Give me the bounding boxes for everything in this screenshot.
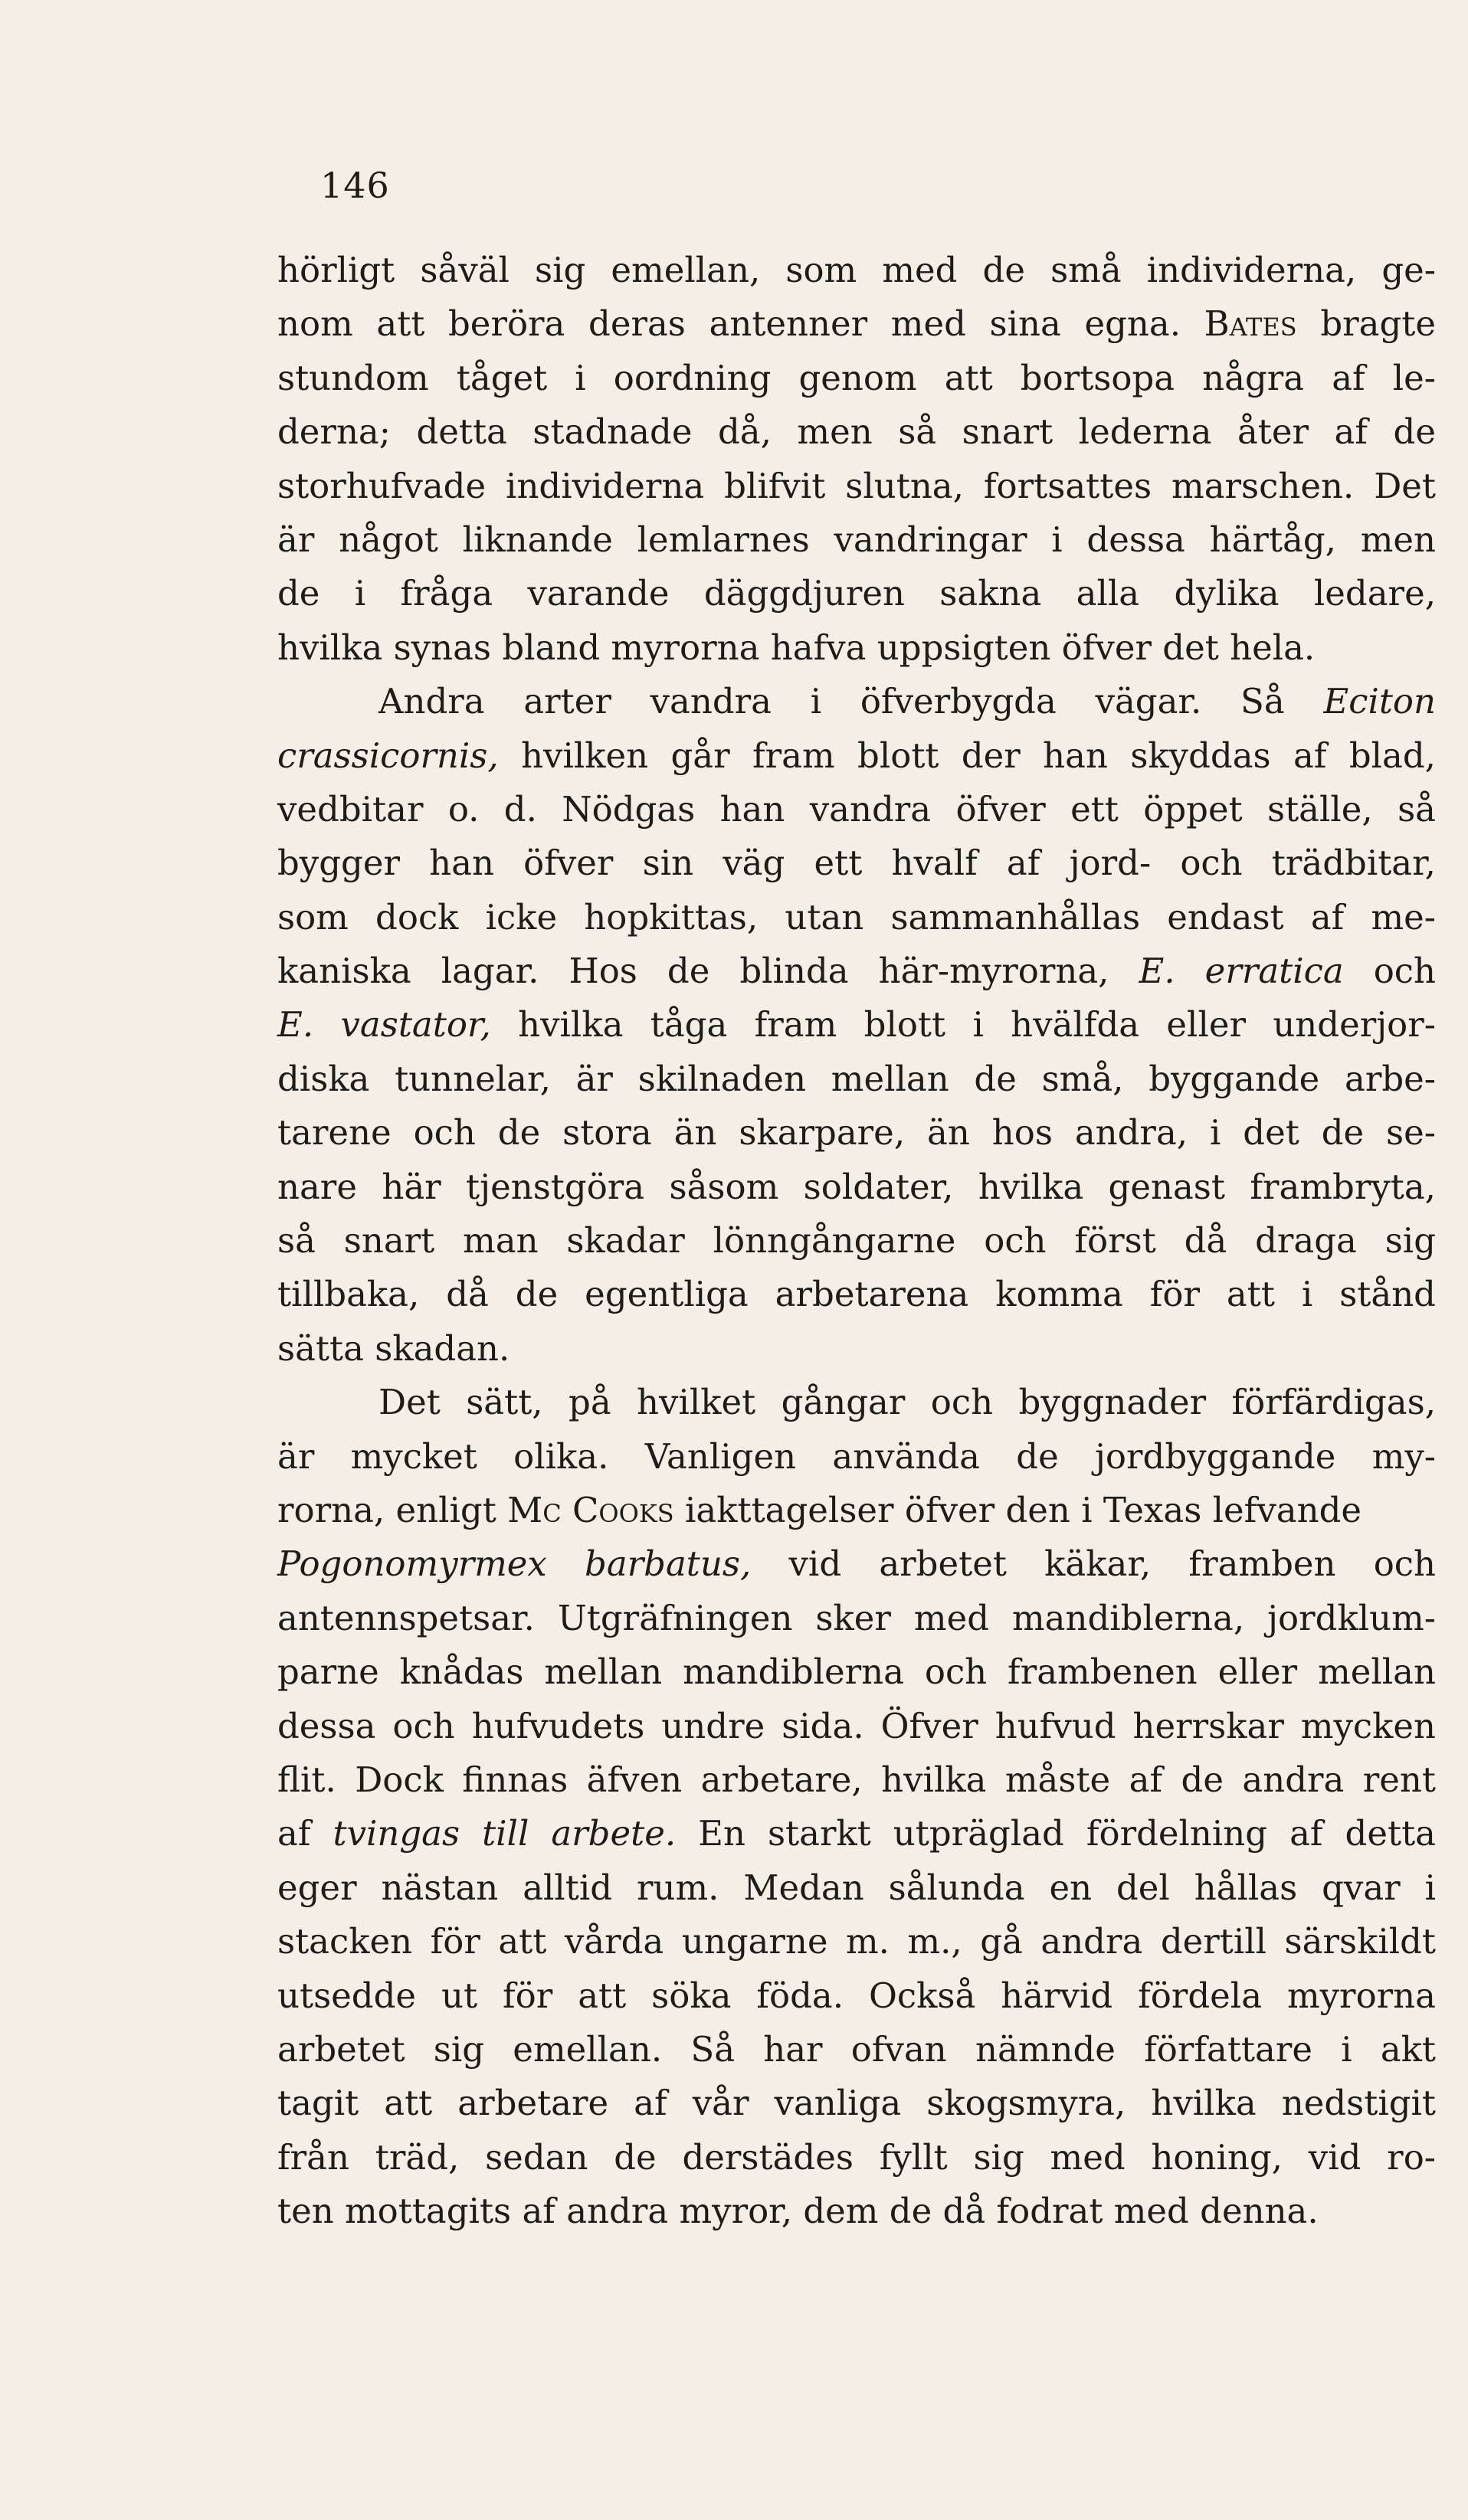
text-line [277,2131,1436,2185]
text-span: eger nästan alltid rum. Medan sålunda en del hållas qvar i [277,1867,1436,1908]
text-span: som dock icke hopkittas, utan sammanhållas endast af me- [277,896,1436,938]
italic-text: Eciton [1323,681,1436,722]
italic-text: E. erratica [1139,951,1344,992]
text-span: storhufvade individerna blifvit slutna, fortsattes marschen. Det [277,465,1436,506]
text-span: antennspetsar. Utgräfningen sker med mandiblerna, jordklum- [277,1597,1436,1638]
text-span: diska tunnelar, är skilnaden mellan de små, byggande arbe- [277,1058,1436,1099]
text-span: de i fråga varande däggdjuren sakna alla dylika ledare, [277,573,1436,614]
text-line [277,1430,1436,1484]
text-span: En starkt utpräglad fördelning af detta [676,1813,1436,1854]
page-number: 146 [320,165,390,206]
text-span: så snart man skadar lönngångarne och först då draga sig [277,1220,1436,1262]
text-line [277,998,1436,1052]
text-line [277,836,1436,890]
text-line [277,405,1436,459]
text-span: af [277,1813,333,1854]
text-line [277,352,1436,405]
text-line [277,1268,1436,1321]
text-line [277,1915,1436,1969]
text-span: hvilka synas bland myrorna hafva uppsigten öfver det hela. [277,627,1316,668]
text-line [277,729,1436,783]
italic-text: Pogonomyrmex barbatus, [277,1543,752,1585]
text-span: derna; detta stadnade då, men så snart lederna åter af de [277,411,1436,453]
text-span: är mycket olika. Vanligen använda de jordbyggande my- [277,1435,1436,1477]
text-line [277,1106,1436,1160]
text-span: stundom tåget i oordning genom att bortsopa några af le- [277,357,1436,398]
text-line [277,1214,1436,1268]
text-span: arbetet sig emellan. Så har ofvan nämnde författare i akt [277,2028,1436,2070]
text-span: nom att beröra deras antenner med sina egna. [277,303,1204,345]
text-line [277,2185,1436,2238]
text-line [277,244,1436,297]
text-line [277,944,1436,998]
text-span: ten mottagits af andra myror, dem de då fodrat med denna. [277,2191,1319,2232]
text-line [277,621,1436,675]
text-span: hörligt såväl sig emellan, som med de små individerna, ge- [277,250,1436,290]
text-span: dessa och hufvudets undre sida. Öfver hufvud herrskar mycken [277,1705,1436,1746]
text-span: vid arbetet käkar, framben och [751,1543,1436,1585]
text-line [277,1052,1436,1106]
text-span: hvilken går fram blott der han skyddas af blad, [498,735,1436,776]
text-span: tarene och de stora än skarpare, än hos andra, i det de se- [277,1112,1436,1154]
text-line [277,1160,1436,1214]
text-span: rorna, enligt [277,1489,508,1530]
text-line [277,1376,1436,1429]
text-line [277,1861,1436,1915]
text-line [277,1807,1436,1861]
text-span: parne knådas mellan mandiblerna och frambenen eller mellan [277,1651,1436,1693]
italic-text: E. vastator, [277,1004,491,1046]
text-line [277,1645,1436,1699]
text-line [277,675,1436,728]
text-span: nare här tjenstgöra såsom soldater, hvilka genast frambryta, [277,1166,1436,1207]
body-text [277,244,1436,2238]
text-line [277,891,1436,944]
text-span: bygger han öfver sin väg ett hvalf af jord- och trädbitar, [277,843,1436,884]
text-span: tagit att arbetare af vår vanliga skogsmyra, hvilka nedstigit [277,2083,1436,2124]
text-line [277,567,1436,620]
text-line [277,1322,1436,1376]
text-span: och [1343,951,1436,992]
text-span: vedbitar o. d. Nödgas han vandra öfver ett öppet ställe, så [277,788,1436,830]
text-line [277,1537,1436,1591]
author-name: Bates [1204,303,1297,345]
author-name: Mc Cooks [507,1489,674,1530]
text-line [277,1969,1436,2023]
italic-text: tvingas till arbete. [333,1813,677,1854]
text-line [277,783,1436,836]
text-line [277,297,1436,351]
text-span: bragte [1296,303,1436,345]
text-span: stacken för att vårda ungarne m. m., gå andra dertill särskildt [277,1921,1436,1962]
text-span: från träd, sedan de derstädes fyllt sig med honing, vid ro- [277,2136,1436,2178]
text-span: Andra arter vandra i öfverbygda vägar. Så [378,681,1324,722]
text-span: kaniska lagar. Hos de blinda här-myrorna, [277,951,1139,992]
text-line [277,460,1436,513]
text-span: är något liknande lemlarnes vandringar i dessa härtåg, men [277,519,1436,560]
text-span: tillbaka, då de egentliga arbetarena komma för att i stånd [277,1274,1436,1315]
text-span: sätta skadan. [277,1327,510,1369]
italic-text: crassicornis, [277,735,499,776]
text-line [277,1700,1436,1753]
text-span: flit. Dock finnas äfven arbetare, hvilka måste af de andra rent [277,1759,1436,1800]
text-line [277,1592,1436,1645]
text-line [277,1484,1436,1537]
text-line [277,513,1436,567]
text-span: Det sätt, på hvilket gångar och byggnader förfärdigas, [378,1382,1436,1423]
text-line [277,2023,1436,2077]
text-span: utsedde ut för att söka föda. Också härvid fördela myrorna [277,1975,1436,2016]
text-span: iakttagelser öfver den i Texas lefvande [673,1489,1362,1530]
text-span: hvilka tåga fram blott i hvälfda eller underjor- [490,1004,1436,1046]
text-line [277,1753,1436,1807]
text-line [277,2077,1436,2130]
